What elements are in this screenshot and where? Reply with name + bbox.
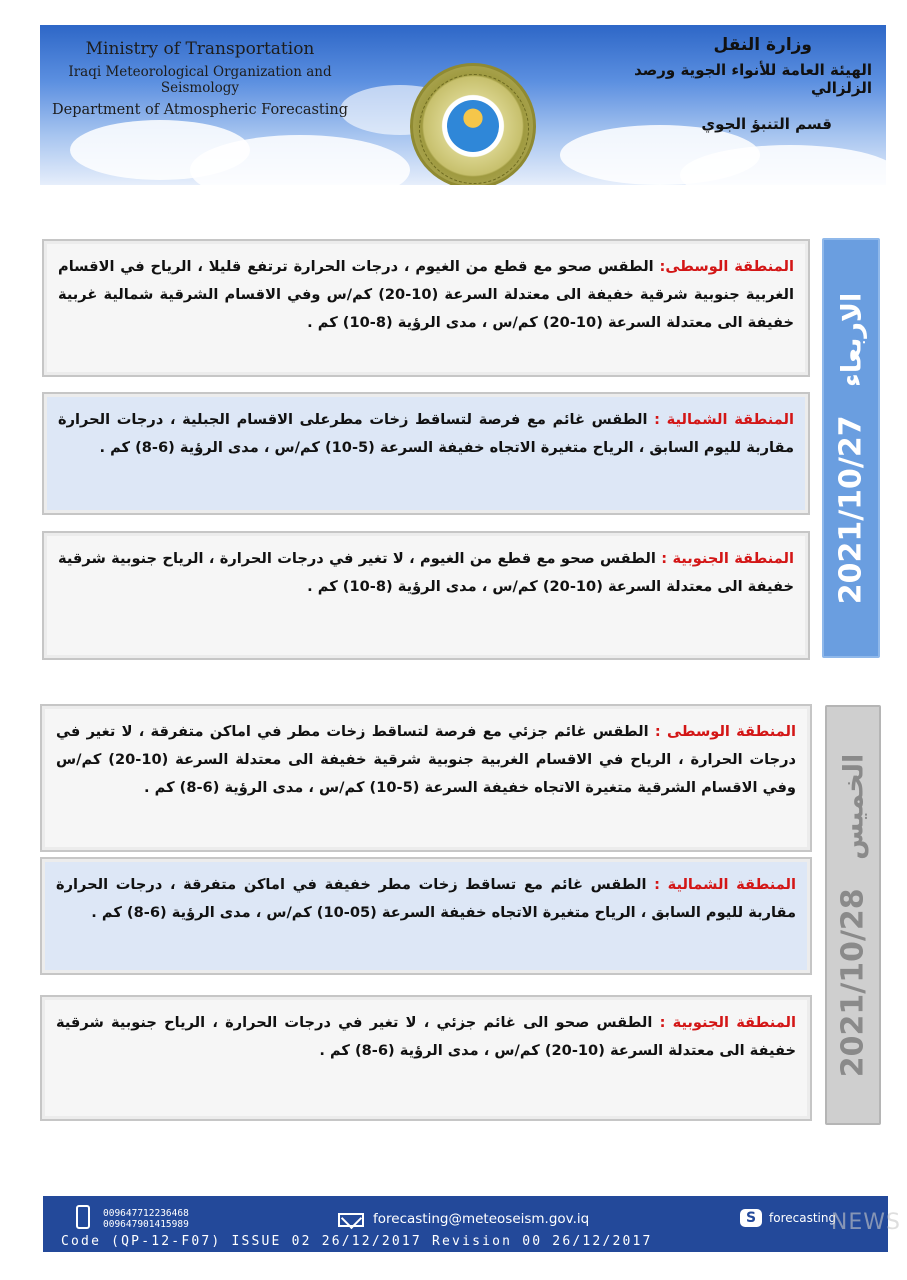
region-text: الطقس غائم مع فرصة لتساقط زخات مطرعلى الاقسام الجبلية ، درجات الحرارة مقاربة لليوم السابق ، الرياح متغيرة الاتجاه خفيفة السرعة (5-10) كم/س ، مدى الرؤية (6-8) كم . xyxy=(58,411,794,456)
department-name-ar: قسم التنبؤ الجوي xyxy=(701,115,832,133)
header-english xyxy=(40,39,360,118)
phone-number-2: 009647901415989 xyxy=(103,1219,189,1230)
mail-icon xyxy=(338,1213,364,1227)
header-banner xyxy=(40,25,886,185)
region-forecast-south-day2 xyxy=(40,995,812,1121)
region-forecast-center-day2 xyxy=(40,704,812,852)
email-address[interactable]: forecasting@meteoseism.gov.iq xyxy=(373,1211,590,1227)
skype-icon: S xyxy=(740,1209,762,1227)
ministry-name-en: Ministry of Transportation xyxy=(85,39,315,59)
day-tab-1 xyxy=(822,238,880,658)
phone-icon xyxy=(76,1205,90,1229)
phone-number-1: 009647712236468 xyxy=(103,1208,189,1219)
region-forecast-center-day1 xyxy=(42,239,810,377)
document-code: Code (QP-12-F07) ISSUE 02 26/12/2017 Revision 00 26/12/2017 xyxy=(61,1234,653,1249)
day-tab-2 xyxy=(825,705,881,1125)
organization-name-ar: الهيئة العامة للأنواء الجوية ورصد الزلزالي xyxy=(634,61,872,97)
region-name: المنطقة الشمالية : xyxy=(654,411,794,428)
region-text: الطقس صحو الى غائم جزئي ، لا تغير في درجات الحرارة ، الرياح جنوبية شرقية خفيفة الى معتدلة السرعة (10-20) كم/س ، مدى الرؤية (6-8) كم . xyxy=(56,1014,796,1059)
day-name: الاربعاء xyxy=(836,292,868,387)
phone-numbers xyxy=(103,1208,189,1230)
header-arabic xyxy=(572,35,872,133)
department-name-en: Department of Atmospheric Forecasting xyxy=(52,102,348,118)
region-text: الطقس غائم جزئي مع فرصة لتساقط زخات مطر في اماكن متفرقة ، لا تغير في درجات الحرارة ، الرياح في الاقسام الغربية جنوبية شرقية خفيفة الى معتدلة السرعة (10-20) كم/س وفي الاقسام الشرقية متغيرة الاتجاه خفيفة السرعة (5-10) كم/س ، مدى الرؤية (6-8) كم . xyxy=(56,723,796,796)
region-name: المنطقة الوسطى: xyxy=(659,258,794,275)
region-text: الطقس صحو مع قطع من الغيوم ، لا تغير في درجات الحرارة ، الرياح جنوبية شرقية خفيفة الى معتدلة السرعة (10-20) كم/س ، مدى الرؤية (8-10) كم . xyxy=(58,550,794,595)
region-name: المنطقة الوسطى : xyxy=(654,723,796,740)
watermark: NEWS xyxy=(830,1210,901,1235)
day-name: الخميس xyxy=(838,753,870,860)
organization-logo xyxy=(410,63,536,185)
region-name: المنطقة الشمالية : xyxy=(654,876,796,893)
region-name: المنطقة الجنوبية : xyxy=(661,550,794,567)
organization-name-en: Iraqi Meteorological Organization and Seismology xyxy=(68,64,332,96)
region-forecast-north-day2 xyxy=(40,857,812,975)
day-date: 2021/10/28 xyxy=(835,887,871,1077)
region-text: الطقس صحو مع قطع من الغيوم ، درجات الحرارة ترتفع قليلا ، الرياح في الاقسام الغربية جنوبية شرقية خفيفة الى معتدلة السرعة (10-20) كم/س وفي الاقسام الشرقية شمالية غربية خفيفة الى معتدلة السرعة (10-20) كم/س ، مدى الرؤية (8-10) كم . xyxy=(58,258,794,331)
region-name: المنطقة الجنوبية : xyxy=(659,1014,796,1031)
footer-bar xyxy=(43,1196,888,1252)
skype-handle[interactable]: forecasting xyxy=(769,1211,837,1225)
ministry-name-ar: وزارة النقل xyxy=(713,35,812,55)
region-forecast-north-day1 xyxy=(42,392,810,515)
region-forecast-south-day1 xyxy=(42,531,810,660)
region-text: الطقس غائم مع تساقط زخات مطر خفيفة في اماكن متفرقة ، درجات الحرارة مقاربة لليوم السابق ، الرياح متغيرة الاتجاه خفيفة السرعة (05-10) كم/س ، مدى الرؤية (6-8) كم . xyxy=(56,876,796,921)
day-date: 2021/10/27 xyxy=(833,414,869,604)
